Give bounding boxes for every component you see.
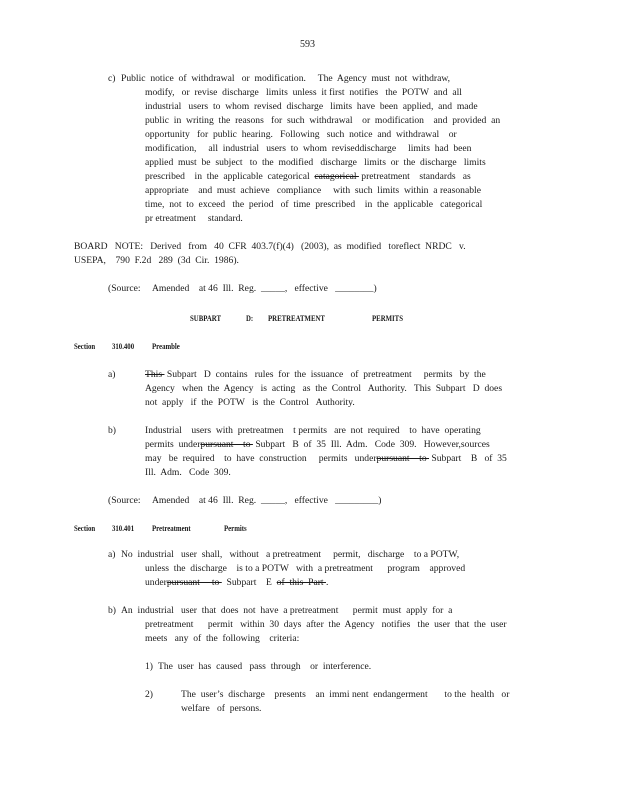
source-note: (Source: Amended at 46 Ill. Reg. _____, effective ________)	[108, 283, 377, 294]
section-title: Preamble	[152, 342, 180, 351]
text-run: .	[325, 577, 329, 588]
paragraph-label: b)	[108, 425, 116, 436]
section-number: 310.400	[112, 342, 135, 351]
struck-text: catagorical	[314, 171, 359, 182]
section-number: 310.401	[112, 524, 135, 533]
text-line: appropriate and must achieve compliance with such limits within a reasonable	[145, 185, 481, 196]
item-label: 1)	[145, 661, 153, 672]
text-run: prescribed in the applicable categorical	[145, 171, 315, 182]
text-line: Industrial users with pretreatmen t permits are not required to have operating	[145, 425, 481, 436]
text-line: modification, all industrial users to whom reviseddischarge limits had been	[145, 143, 472, 154]
text-line: public in writing the reasons for such withdrawal or modification and provided an	[145, 115, 501, 126]
struck-text: pursuant to	[166, 577, 222, 588]
heading-word: PRETREATMENT	[268, 314, 325, 323]
heading-word: SUBPART	[190, 314, 221, 323]
section-label: Section	[74, 342, 96, 351]
section-title: Pretreatment	[152, 524, 191, 533]
paragraph-label: b)	[108, 605, 116, 616]
text-line: opportunity for public hearing. Following such notice and withdrawal or	[145, 129, 457, 140]
text-line: Agency when the Agency is acting as the Control Authority. This Subpart D does	[145, 383, 503, 394]
text-run: Subpart B of 35	[429, 453, 507, 464]
item-label: 2)	[145, 689, 153, 700]
text-line	[145, 368, 486, 381]
text-line	[145, 576, 328, 589]
text-line: The user’s discharge presents an immi nent endangerment to the health or	[181, 689, 510, 700]
text-line: Ill. Adm. Code 309.	[145, 467, 231, 478]
text-line: Public notice of withdrawal or modification. The Agency must not withdraw,	[121, 73, 451, 84]
text-run: Subpart B of 35 Ill. Adm. Code 309. However,sources	[252, 439, 490, 450]
struck-text: of this Part	[276, 577, 326, 588]
struck-text: pursuant to	[376, 453, 430, 464]
text-line	[145, 452, 507, 465]
text-line	[145, 438, 490, 451]
paragraph-label: a)	[108, 549, 116, 560]
text-run: permits under	[145, 439, 201, 450]
text-line: BOARD NOTE: Derived from 40 CFR 403.7(f)(4) (2003), as modified toreflect NRDC v.	[74, 241, 466, 252]
text-line: pretreatment permit within 30 days after the Agency notifies the user that the user	[145, 619, 507, 630]
text-run: pretreatment standards as	[358, 171, 471, 182]
text-line: welfare of persons.	[181, 703, 262, 714]
text-line: USEPA, 790 F.2d 289 (3d Cir. 1986).	[74, 255, 239, 266]
text-line: not apply if the POTW is the Control Authority.	[145, 397, 355, 408]
text-line: time, not to exceed the period of time prescribed in the applicable categorical	[145, 199, 483, 210]
heading-word: D:	[246, 314, 254, 323]
text-run: may be required to have construction permits under	[145, 453, 377, 464]
text-line	[145, 170, 471, 183]
text-line: unless the discharge is to a POTW with a pretreatment program approved	[145, 563, 466, 574]
text-line: industrial users to whom revised discharge limits have been applied, and made	[145, 101, 478, 112]
source-note: (Source: Amended at 46 Ill. Reg. _____, effective _________)	[108, 495, 382, 506]
text-run: Subpart E	[221, 577, 277, 588]
text-line: applied must be subject to the modified discharge limits or the discharge limits	[145, 157, 486, 168]
text-run: Subpart D contains rules for the issuance of pretreatment permits by the	[164, 369, 486, 380]
text-line: meets any of the following criteria:	[145, 633, 300, 644]
text-line: No industrial user shall, without a pretreatment permit, discharge to a POTW,	[121, 549, 460, 560]
text-line: An industrial user that does not have a pretreatment permit must apply for a	[121, 605, 453, 616]
paragraph-label: c)	[108, 73, 116, 84]
heading-word: PERMITS	[372, 314, 403, 323]
paragraph-label: a)	[108, 369, 116, 380]
text-line: pr etreatment standard.	[145, 213, 243, 224]
section-label: Section	[74, 524, 96, 533]
struck-text: This	[145, 369, 165, 380]
struck-text: pursuant to	[200, 439, 253, 450]
page-number: 593	[300, 39, 315, 50]
section-title: Permits	[224, 524, 247, 533]
text-line: The user has caused pass through or interference.	[158, 661, 372, 672]
text-line: modify, or revise discharge limits unless it first notifies the POTW and all	[145, 87, 462, 98]
text-run: under	[145, 577, 167, 588]
